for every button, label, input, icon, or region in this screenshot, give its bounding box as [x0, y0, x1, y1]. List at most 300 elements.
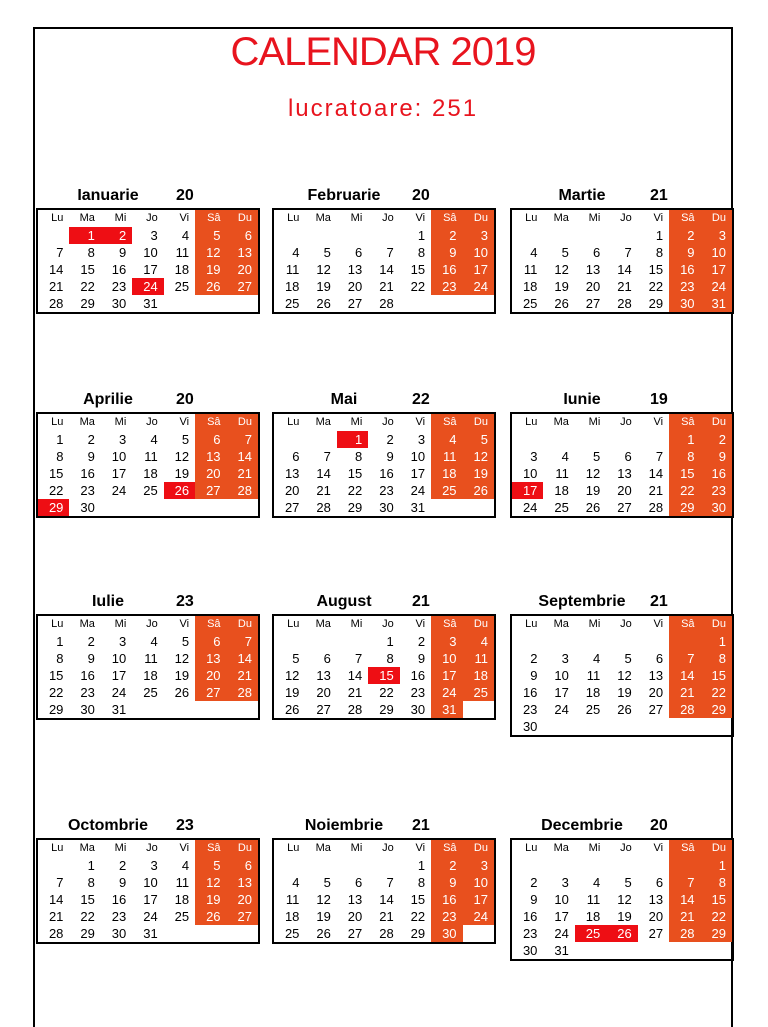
day-cell: 29: [648, 296, 664, 311]
weekday-label: Ma: [79, 618, 95, 630]
day-cell: 18: [463, 667, 494, 684]
week-row: [512, 701, 732, 718]
month-name: Decembrie: [541, 817, 623, 834]
month-name: Aprilie: [83, 391, 133, 408]
page-title: CALENDAR 2019: [230, 30, 536, 74]
week-row: [512, 448, 732, 465]
month-name: Septembrie: [538, 593, 626, 610]
weekday-label: Vi: [179, 842, 190, 854]
day-cell: 16: [522, 909, 538, 924]
day-cell: 21: [648, 483, 664, 498]
day-cell: 4: [150, 432, 158, 447]
empty-cell: [132, 499, 163, 516]
empty-cell: [543, 857, 574, 874]
month-ianuarie: [36, 184, 263, 314]
day-cell: 22: [48, 483, 64, 498]
day-cell: 4: [292, 875, 300, 890]
day-cell: 18: [284, 909, 300, 924]
day-cell: 11: [175, 875, 190, 890]
day-cell: 14: [648, 466, 664, 481]
day-cell: 26: [617, 702, 632, 717]
day-cell: 2: [119, 858, 127, 873]
weekday-label: Du: [701, 414, 732, 431]
day-cell: 29: [701, 925, 732, 942]
day-cell: 13: [617, 466, 632, 481]
day-cell: 25: [554, 500, 569, 515]
day-cell: 7: [323, 449, 331, 464]
day-cell: 25: [585, 702, 601, 717]
month-mai: [272, 388, 499, 518]
day-cell: 11: [285, 262, 300, 277]
day-cell: 28: [379, 296, 394, 311]
week-row: [38, 227, 258, 244]
month-grid: [510, 412, 734, 518]
day-cell: 23: [522, 702, 538, 717]
day-cell: 5: [292, 651, 300, 666]
day-cell: 24: [701, 278, 732, 295]
empty-cell: [638, 857, 669, 874]
month-name: Iulie: [91, 593, 124, 610]
empty-cell: [368, 857, 399, 874]
day-cell: 31: [554, 943, 569, 958]
day-cell: 20: [195, 465, 226, 482]
week-row: [38, 465, 258, 482]
day-cell: 6: [355, 245, 363, 260]
day-cell: 18: [174, 892, 190, 907]
day-cell: 3: [431, 633, 462, 650]
day-cell: 3: [561, 651, 569, 666]
weekday-label: Ma: [315, 842, 331, 854]
day-cell: 8: [701, 874, 732, 891]
empty-cell: [463, 499, 494, 516]
empty-cell: [606, 857, 637, 874]
month-workdays: 20: [176, 391, 194, 408]
day-cell: 30: [80, 702, 95, 717]
day-cell: 14: [669, 891, 700, 908]
day-cell: 2: [431, 227, 462, 244]
weekday-label: Ma: [315, 212, 331, 224]
day-cell: 16: [431, 261, 462, 278]
day-cell: 1: [337, 431, 368, 448]
day-cell: 9: [530, 668, 538, 683]
empty-cell: [227, 701, 258, 718]
day-cell: 17: [554, 685, 569, 700]
month-grid: [510, 614, 734, 737]
day-cell: 10: [143, 875, 158, 890]
day-cell: 10: [554, 668, 569, 683]
day-cell: 12: [174, 449, 190, 464]
day-cell: 26: [585, 500, 601, 515]
month-iulie: [36, 590, 263, 720]
day-cell: 20: [195, 667, 226, 684]
day-cell: 13: [347, 262, 363, 277]
day-cell: 12: [554, 262, 569, 277]
empty-cell: [337, 227, 368, 244]
day-cell: 16: [111, 892, 127, 907]
empty-cell: [101, 499, 132, 516]
day-cell: 25: [575, 925, 606, 942]
week-row: [38, 295, 258, 312]
empty-cell: [227, 499, 258, 516]
weekday-label: Vi: [415, 212, 426, 224]
day-cell: 6: [655, 651, 664, 666]
empty-cell: [195, 295, 226, 312]
empty-cell: [512, 857, 543, 874]
day-cell: 7: [56, 875, 64, 890]
day-cell: 1: [669, 431, 700, 448]
day-cell: 18: [284, 279, 300, 294]
empty-cell: [305, 227, 336, 244]
empty-cell: [463, 925, 494, 942]
day-cell: 14: [48, 892, 64, 907]
day-cell: 16: [80, 668, 95, 683]
empty-cell: [164, 925, 195, 942]
day-cell: 10: [554, 892, 569, 907]
day-cell: 12: [284, 668, 300, 683]
day-cell: 13: [195, 650, 226, 667]
weekday-label: Lu: [287, 842, 300, 854]
week-row: [38, 482, 258, 499]
empty-cell: [431, 499, 462, 516]
day-cell: 29: [48, 702, 64, 717]
weekday-label: Sâ: [669, 414, 700, 431]
day-cell: 7: [355, 651, 363, 666]
empty-cell: [463, 701, 494, 718]
empty-cell: [512, 431, 543, 448]
day-cell: 30: [522, 719, 538, 734]
day-cell: 7: [624, 245, 632, 260]
month-workdays: 21: [412, 593, 430, 610]
day-cell: 25: [284, 926, 300, 941]
week-row: [38, 278, 258, 295]
day-cell: 14: [347, 668, 363, 683]
day-cell: 9: [119, 245, 127, 260]
day-cell: 28: [669, 701, 700, 718]
day-cell: 19: [195, 891, 226, 908]
month-august: [272, 590, 499, 720]
week-row: [274, 925, 494, 942]
day-cell: 9: [119, 875, 127, 890]
day-cell: 24: [463, 278, 494, 295]
week-row: [512, 482, 732, 499]
day-cell: 6: [227, 857, 258, 874]
weekday-label: Du: [463, 840, 494, 857]
day-cell: 19: [585, 483, 601, 498]
day-cell: 30: [80, 500, 95, 515]
weekday-label: Sâ: [669, 840, 700, 857]
empty-cell: [164, 295, 195, 312]
day-cell: 25: [143, 685, 158, 700]
weekday-label: Sâ: [195, 840, 226, 857]
day-cell: 25: [143, 483, 158, 498]
day-cell: 19: [554, 279, 569, 294]
empty-cell: [431, 295, 462, 312]
day-cell: 10: [111, 449, 127, 464]
day-cell: 21: [669, 908, 700, 925]
day-cell: 22: [669, 482, 700, 499]
day-cell: 23: [379, 483, 394, 498]
empty-cell: [575, 633, 606, 650]
day-cell: 9: [87, 449, 95, 464]
day-cell: 7: [227, 633, 258, 650]
day-cell: 27: [284, 500, 300, 515]
weekday-label: Mi: [588, 842, 601, 854]
empty-cell: [463, 295, 494, 312]
day-cell: 7: [655, 449, 664, 464]
empty-cell: [638, 431, 669, 448]
month-octombrie: [36, 814, 263, 944]
day-cell: 3: [530, 449, 538, 464]
day-cell: 9: [530, 892, 538, 907]
week-row: [38, 261, 258, 278]
empty-cell: [669, 857, 700, 874]
week-row: [274, 448, 494, 465]
month-header: [36, 388, 263, 412]
day-cell: 15: [701, 891, 732, 908]
empty-cell: [638, 942, 669, 959]
day-cell: 27: [195, 684, 226, 701]
day-cell: 14: [379, 892, 394, 907]
week-row: [512, 465, 732, 482]
week-row: [274, 857, 494, 874]
day-cell: 8: [87, 245, 95, 260]
day-cell: 4: [530, 245, 538, 260]
day-cell: 12: [174, 651, 190, 666]
day-cell: 15: [48, 668, 64, 683]
empty-cell: [575, 431, 606, 448]
day-cell: 5: [323, 875, 331, 890]
day-cell: 12: [316, 892, 331, 907]
month-noiembrie: [272, 814, 499, 944]
day-cell: 19: [463, 465, 494, 482]
day-cell: 15: [48, 466, 64, 481]
weekday-label: Lu: [51, 842, 64, 854]
day-cell: 10: [701, 244, 732, 261]
month-februarie: [272, 184, 499, 314]
weekday-label: Mi: [588, 212, 601, 224]
day-cell: 13: [648, 668, 664, 683]
day-cell: 23: [522, 926, 538, 941]
day-cell: 2: [669, 227, 700, 244]
day-cell: 31: [111, 702, 127, 717]
day-cell: 2: [530, 651, 538, 666]
day-cell: 17: [410, 466, 426, 481]
weekday-label: Jo: [620, 416, 632, 428]
weekday-label: Sâ: [195, 616, 226, 633]
day-cell: 1: [69, 227, 100, 244]
weekday-label: Mi: [114, 416, 127, 428]
week-row: [274, 244, 494, 261]
day-cell: 5: [624, 875, 632, 890]
day-cell: 30: [111, 926, 127, 941]
weekday-label: Ma: [79, 842, 95, 854]
day-cell: 31: [701, 295, 732, 312]
day-cell: 6: [323, 651, 331, 666]
day-cell: 30: [111, 296, 127, 311]
week-row: [512, 261, 732, 278]
month-workdays: 20: [412, 187, 430, 204]
weekday-label: Mi: [350, 618, 363, 630]
day-cell: 16: [410, 668, 426, 683]
day-cell: 22: [48, 685, 64, 700]
day-cell: 28: [648, 500, 664, 515]
empty-cell: [543, 227, 574, 244]
empty-cell: [274, 431, 305, 448]
weekday-header-row: [512, 210, 732, 227]
day-cell: 1: [701, 633, 732, 650]
workdays-total: lucratoare: 251: [287, 95, 479, 122]
day-cell: 20: [648, 685, 664, 700]
day-cell: 2: [386, 432, 394, 447]
empty-cell: [701, 942, 732, 959]
weekday-label: Ma: [553, 842, 569, 854]
day-cell: 26: [195, 278, 226, 295]
weekday-label: Ma: [553, 618, 569, 630]
empty-cell: [512, 227, 543, 244]
weekday-label: Sâ: [669, 616, 700, 633]
day-cell: 30: [379, 500, 394, 515]
day-cell: 15: [80, 892, 95, 907]
day-cell: 8: [56, 449, 64, 464]
day-cell: 27: [617, 500, 632, 515]
day-cell: 23: [111, 909, 127, 924]
day-cell: 28: [48, 926, 64, 941]
day-cell: 27: [347, 926, 363, 941]
weekday-label: Du: [701, 840, 732, 857]
day-cell: 26: [164, 482, 195, 499]
day-cell: 5: [195, 227, 226, 244]
weekday-header-row: [38, 840, 258, 857]
weekday-label: Jo: [146, 842, 158, 854]
empty-cell: [274, 633, 305, 650]
week-row: [38, 650, 258, 667]
day-cell: 16: [701, 465, 732, 482]
day-cell: 5: [181, 432, 190, 447]
empty-cell: [701, 718, 732, 735]
day-cell: 29: [410, 926, 426, 941]
day-cell: 8: [417, 875, 426, 890]
day-cell: 23: [431, 278, 462, 295]
empty-cell: [606, 633, 637, 650]
day-cell: 11: [586, 892, 601, 907]
month-workdays: 19: [650, 391, 668, 408]
day-cell: 27: [227, 278, 258, 295]
empty-cell: [669, 633, 700, 650]
weekday-label: Ma: [553, 212, 569, 224]
day-cell: 12: [463, 448, 494, 465]
day-cell: 11: [431, 448, 462, 465]
weekday-header-row: [512, 616, 732, 633]
day-cell: 27: [195, 482, 226, 499]
day-cell: 29: [701, 701, 732, 718]
weekday-label: Lu: [287, 212, 300, 224]
day-cell: 14: [227, 448, 258, 465]
day-cell: 2: [101, 227, 132, 244]
weekday-label: Mi: [588, 416, 601, 428]
day-cell: 16: [431, 891, 462, 908]
day-cell: 1: [701, 857, 732, 874]
day-cell: 22: [347, 483, 363, 498]
day-cell: 30: [431, 925, 462, 942]
day-cell: 10: [463, 874, 494, 891]
weekday-header-row: [512, 840, 732, 857]
day-cell: 22: [379, 685, 394, 700]
month-grid: [36, 412, 260, 518]
day-cell: 25: [522, 296, 538, 311]
day-cell: 1: [655, 228, 664, 243]
weekday-label: Vi: [653, 212, 664, 224]
day-cell: 20: [347, 909, 363, 924]
day-cell: 6: [227, 227, 258, 244]
empty-cell: [274, 227, 305, 244]
week-row: [274, 891, 494, 908]
day-cell: 24: [132, 278, 163, 295]
day-cell: 9: [669, 244, 700, 261]
weekday-label: Lu: [287, 618, 300, 630]
empty-cell: [669, 942, 700, 959]
day-cell: 31: [143, 926, 158, 941]
weekday-label: Vi: [179, 416, 190, 428]
day-cell: 17: [463, 261, 494, 278]
day-cell: 8: [56, 651, 64, 666]
empty-cell: [512, 633, 543, 650]
weekday-label: Lu: [525, 212, 538, 224]
day-cell: 25: [431, 482, 462, 499]
day-cell: 5: [463, 431, 494, 448]
week-row: [274, 684, 494, 701]
week-row: [38, 857, 258, 874]
week-row: [512, 874, 732, 891]
day-cell: 9: [701, 448, 732, 465]
day-cell: 11: [555, 466, 569, 481]
day-cell: 17: [143, 262, 158, 277]
week-row: [38, 891, 258, 908]
month-septembrie: [510, 590, 737, 737]
month-header: [272, 590, 499, 614]
empty-cell: [274, 857, 305, 874]
day-cell: 30: [701, 499, 732, 516]
month-decembrie: [510, 814, 737, 961]
day-cell: 20: [347, 279, 363, 294]
day-cell: 13: [284, 466, 300, 481]
empty-cell: [38, 857, 69, 874]
month-name: Februarie: [307, 187, 381, 204]
week-row: [274, 261, 494, 278]
weekday-label: Jo: [382, 416, 394, 428]
day-cell: 26: [463, 482, 494, 499]
day-cell: 9: [431, 874, 462, 891]
day-cell: 16: [379, 466, 394, 481]
empty-cell: [575, 857, 606, 874]
month-workdays: 21: [650, 187, 668, 204]
weekday-label: Jo: [146, 212, 158, 224]
day-cell: 24: [463, 908, 494, 925]
empty-cell: [400, 295, 431, 312]
day-cell: 18: [522, 279, 538, 294]
day-cell: 28: [379, 926, 394, 941]
day-cell: 26: [554, 296, 569, 311]
day-cell: 2: [417, 634, 426, 649]
day-cell: 18: [174, 262, 190, 277]
day-cell: 17: [111, 668, 127, 683]
week-row: [274, 278, 494, 295]
month-grid: [36, 208, 260, 314]
day-cell: 24: [554, 926, 569, 941]
day-cell: 14: [316, 466, 331, 481]
day-cell: 13: [316, 668, 331, 683]
day-cell: 3: [417, 432, 426, 447]
day-cell: 8: [701, 650, 732, 667]
